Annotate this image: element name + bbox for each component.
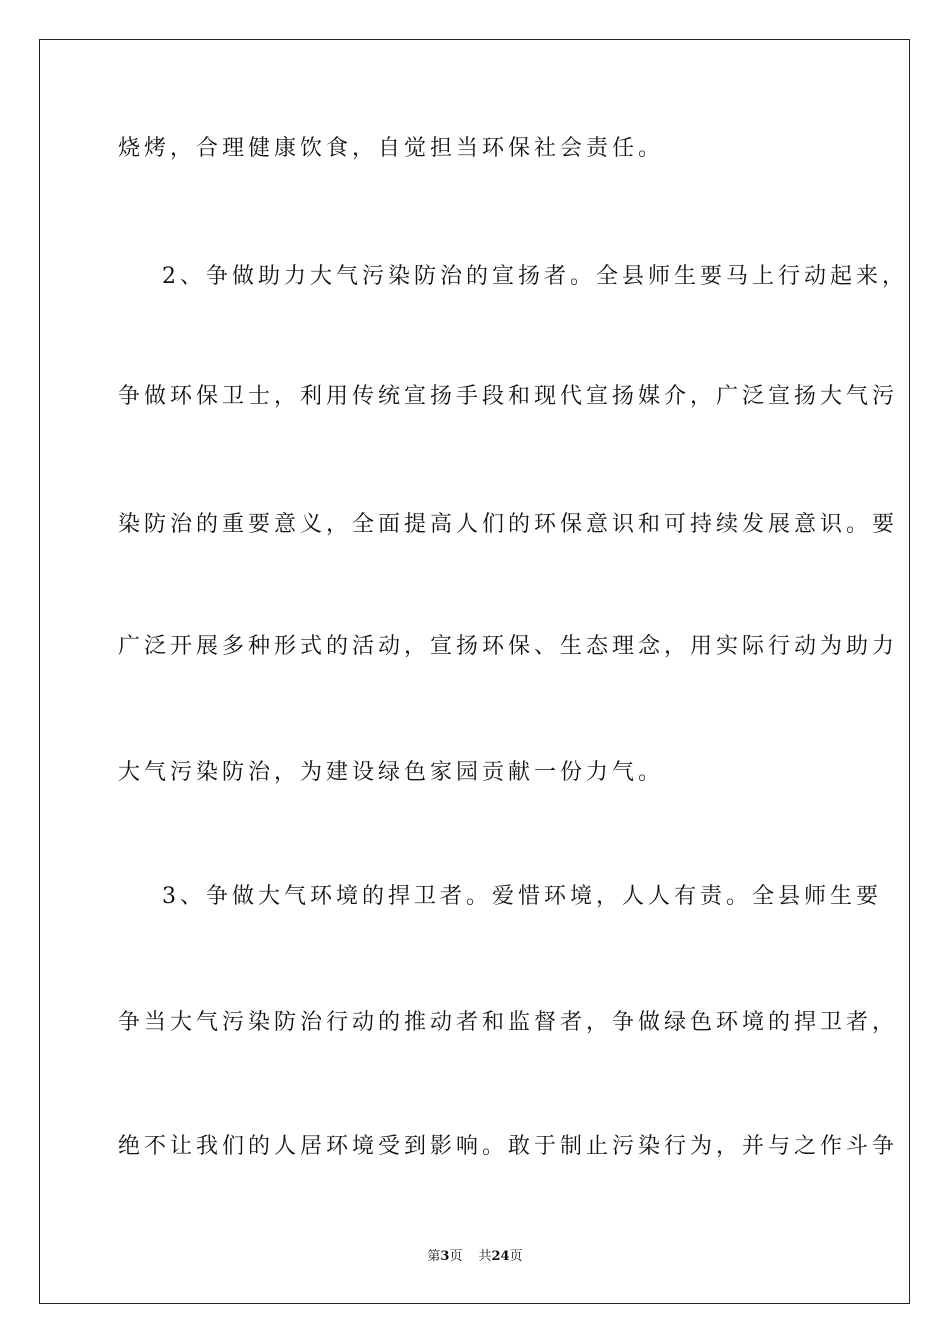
body-text-line: 争做环保卫士，利用传统宣扬手段和现代宣扬媒介，广泛宣扬大气污	[118, 384, 899, 409]
total-pages: 24	[491, 1249, 510, 1264]
body-text-line: 广泛开展多种形式的活动，宣扬环保、生态理念，用实际行动为助力	[118, 634, 899, 659]
page-prefix: 第	[427, 1249, 441, 1264]
page-number: 3	[440, 1249, 450, 1264]
body-text-line: 争当大气污染防治行动的推动者和监督者，争做绿色环境的捍卫者，	[118, 1010, 899, 1035]
page-suffix: 页	[449, 1249, 463, 1264]
body-text-line: 2、争做助力大气污染防治的宣扬者。全县师生要马上行动起来，	[162, 264, 908, 289]
body-text-line: 染防治的重要意义，全面提高人们的环保意识和可持续发展意识。要	[118, 512, 899, 537]
body-text-line: 烧烤，合理健康饮食，自觉担当环保社会责任。	[118, 136, 665, 161]
body-text-line: 大气污染防治，为建设绿色家园贡献一份力气。	[118, 760, 665, 785]
total-suffix: 页	[509, 1249, 523, 1264]
body-text-line: 3、争做大气环境的捍卫者。爱惜环境，人人有责。全县师生要	[162, 884, 882, 909]
body-text-line: 绝不让我们的人居环境受到影响。敢于制止污染行为，并与之作斗争	[118, 1134, 899, 1159]
page-border	[39, 39, 910, 1304]
page-footer	[0, 1248, 950, 1266]
total-prefix: 共	[478, 1249, 492, 1264]
